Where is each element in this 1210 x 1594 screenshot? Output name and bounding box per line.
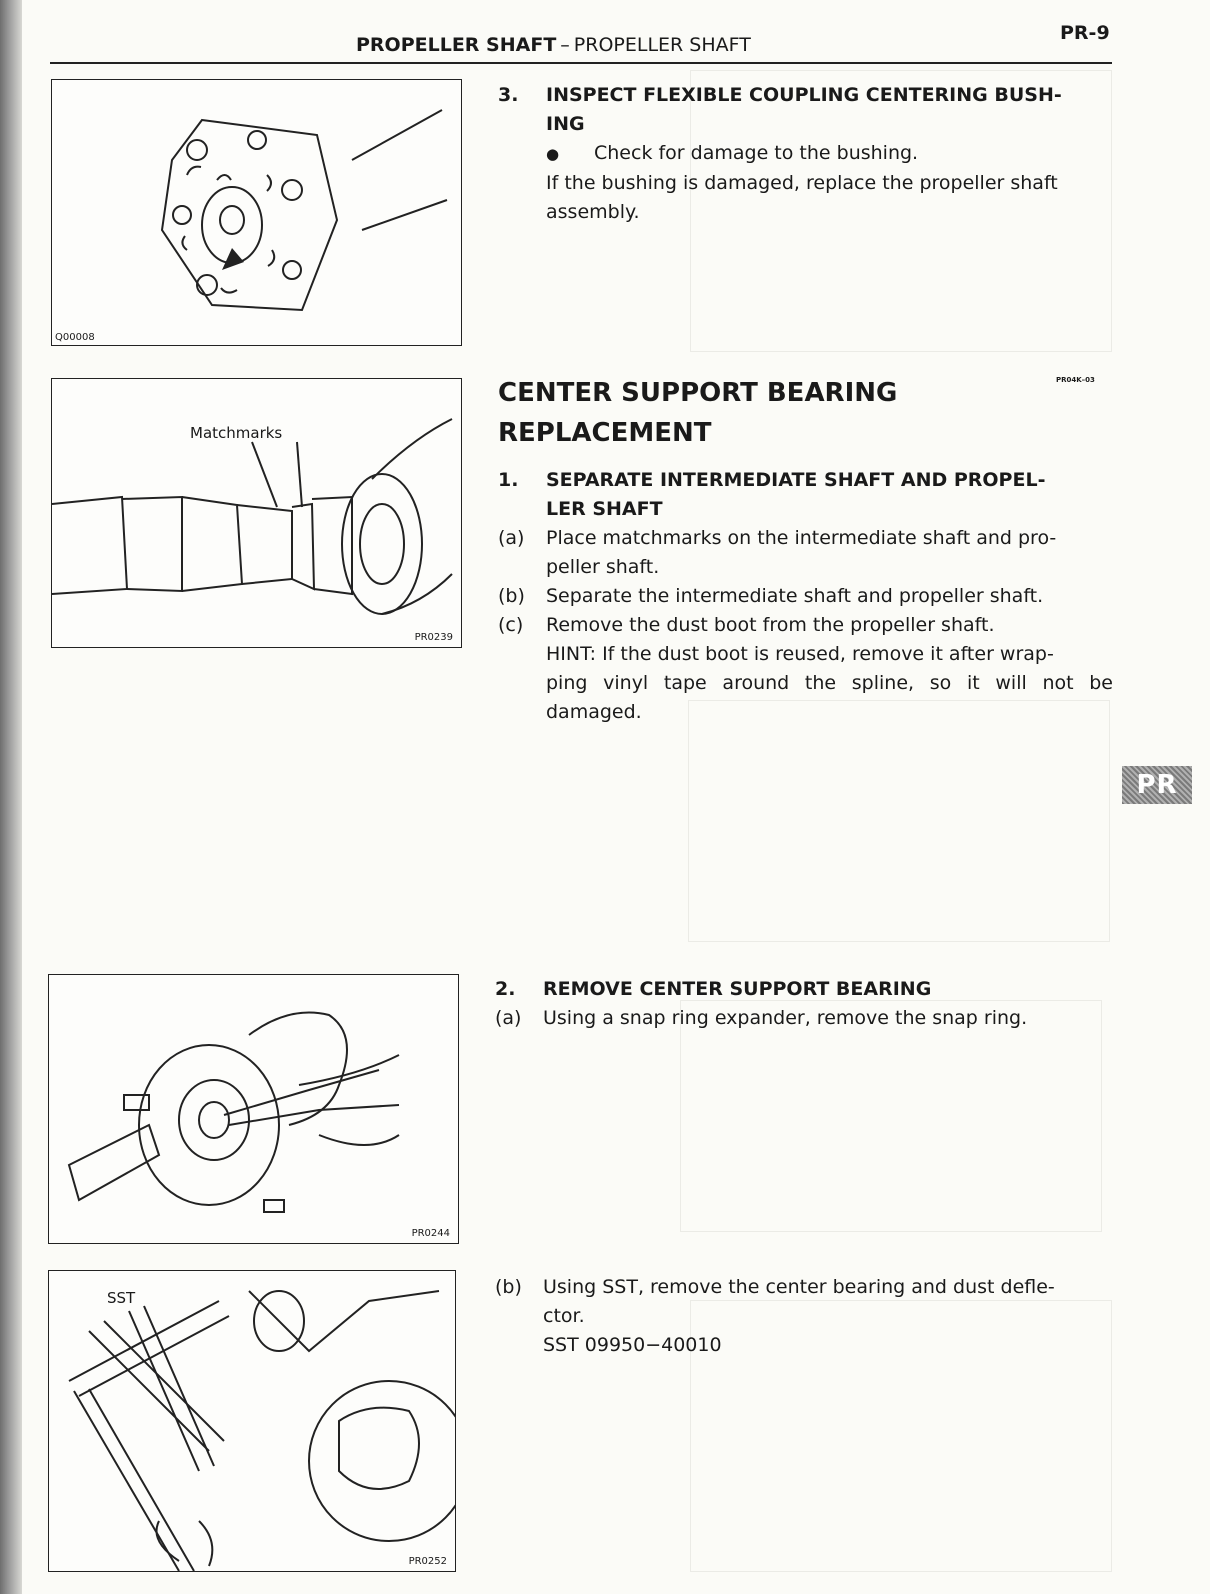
step-title — [498, 81, 1113, 139]
matchmarks-drawing — [52, 379, 461, 647]
snap-ring-drawing — [49, 975, 458, 1243]
figure-snap-ring-expander — [48, 974, 459, 1244]
body-line: Separate the intermediate shaft and propeller shaft. — [546, 585, 1044, 607]
bullet-text: Check for damage to the bushing. — [594, 142, 919, 164]
body-line: Place matchmarks on the intermediate shaft and pro- — [546, 527, 1057, 549]
section-heading-line: REPLACEMENT — [498, 418, 712, 448]
page-title — [356, 34, 751, 56]
substep-label: (a) — [498, 527, 525, 549]
body-line: Using a snap ring expander, remove the snap ring. — [543, 1007, 1028, 1029]
step-number: 1. — [498, 469, 519, 491]
page-binding-edge — [0, 0, 22, 1594]
step-title — [498, 466, 1113, 524]
substep-label: (a) — [495, 1007, 522, 1029]
bleed-through-figure — [680, 1000, 1102, 1232]
substep-a — [495, 1004, 1110, 1033]
section-tab: PR — [1122, 766, 1192, 804]
step-title-line: SEPARATE INTERMEDIATE SHAFT AND PROPEL- — [546, 469, 1046, 491]
step-2-block — [495, 975, 1110, 1033]
substep-label: (c) — [498, 614, 524, 636]
bleed-through-figure — [688, 700, 1110, 942]
step-title: REMOVE CENTER SUPPORT BEARING — [543, 978, 932, 1000]
body-line: Using SST, remove the center bearing and dust defle- — [543, 1276, 1055, 1298]
title-dash: – — [560, 34, 570, 56]
figure-matchmarks — [51, 378, 462, 648]
body-line: ctor. — [543, 1305, 585, 1327]
bullet-icon: ● — [546, 145, 560, 163]
figure-sst-puller — [48, 1270, 456, 1572]
step-title-line: INSPECT FLEXIBLE COUPLING CENTERING BUSH- — [546, 84, 1062, 106]
arrow-icon — [222, 248, 244, 270]
sst-number: SST 09950−40010 — [543, 1334, 722, 1356]
substep-label: (b) — [495, 1276, 522, 1298]
substep-b-block — [495, 1273, 1110, 1360]
hint-line: damaged. — [546, 701, 642, 723]
figure-code: PR0244 — [411, 1228, 450, 1239]
page-title-sub: PROPELLER SHAFT — [573, 34, 751, 56]
bullet-line — [546, 139, 1113, 169]
sst-label: SST — [107, 1289, 136, 1307]
step-title-line: LER SHAFT — [546, 498, 663, 520]
step-number: 3. — [498, 84, 519, 106]
substep-b — [498, 582, 1113, 611]
page-title-main: PROPELLER SHAFT — [356, 34, 557, 56]
coupling-drawing — [52, 80, 461, 345]
body-line: If the bushing is damaged, replace the propeller shaft — [546, 172, 1058, 194]
figure-code: PR0252 — [408, 1556, 447, 1567]
section-reference-code: PR04K–03 — [1056, 376, 1095, 384]
body-line: peller shaft. — [546, 556, 660, 578]
figure-code: Q00008 — [55, 332, 95, 343]
substep-a — [498, 524, 1113, 582]
body-line: assembly. — [546, 201, 640, 223]
figure-flexible-coupling — [51, 79, 462, 346]
sst-puller-drawing — [49, 1271, 455, 1571]
hint-line: HINT: If the dust boot is reused, remove it after wrap- — [546, 643, 1054, 665]
substep-c — [498, 611, 1113, 727]
body-line: Remove the dust boot from the propeller shaft. — [546, 614, 995, 636]
substep-label: (b) — [498, 585, 525, 607]
header-rule — [50, 62, 1112, 64]
matchmarks-label: Matchmarks — [190, 424, 283, 442]
step-3-block — [498, 81, 1113, 227]
section-heading — [498, 373, 897, 453]
figure-code: PR0239 — [414, 632, 453, 643]
hint-line: ping vinyl tape around the spline, so it will not be — [546, 672, 1113, 694]
step-title-line: ING — [546, 113, 585, 135]
page-number: PR-9 — [1060, 22, 1110, 44]
step-number: 2. — [495, 978, 516, 1000]
step-1-block — [498, 466, 1113, 727]
section-heading-line: CENTER SUPPORT BEARING — [498, 378, 898, 408]
